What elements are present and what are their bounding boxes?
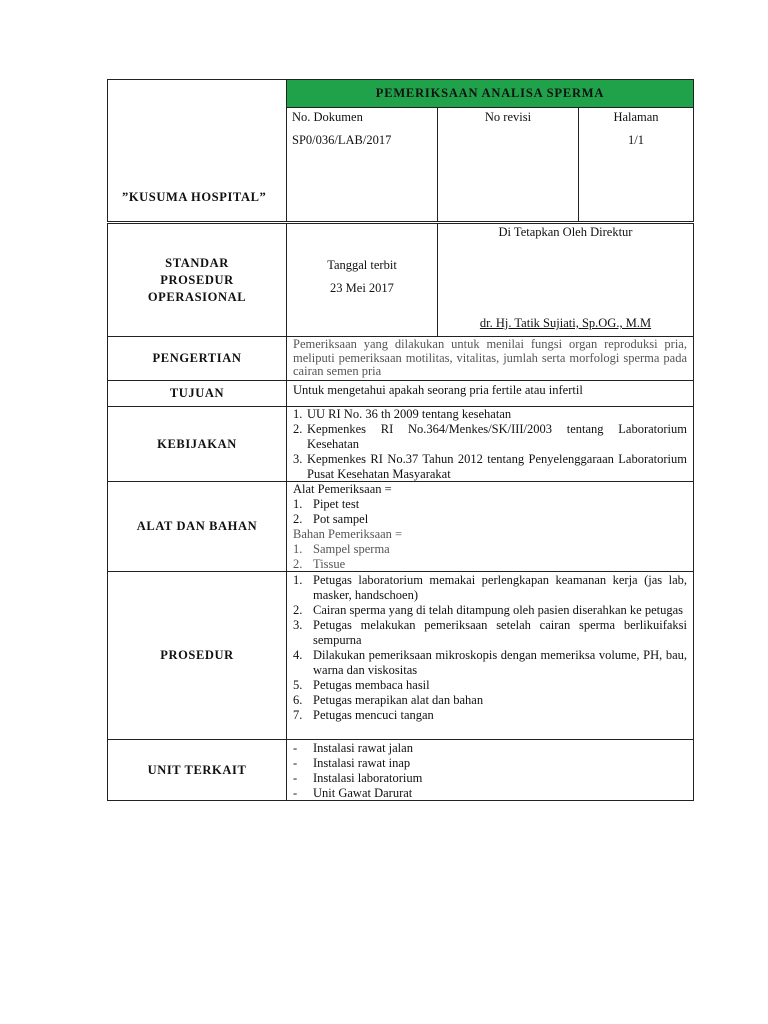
revision-cell <box>437 107 579 222</box>
pengertian-text: Pemeriksaan yang dilakukan untuk menilai fungsi organ reproduksi pria, meliputi pemeriksaan motilitas, vitalitas, jumlah serta morfologi sperma pada cairan semen pria <box>293 337 687 378</box>
list-item: - Instalasi rawat inap <box>293 756 411 770</box>
issue-date-value: 23 Mei 2017 <box>330 281 394 295</box>
pengertian-label: PENGERTIAN <box>107 336 287 381</box>
tujuan-label: TUJUAN <box>107 380 287 407</box>
list-item: 5. Petugas membaca hasil <box>293 678 430 692</box>
list-item: - Instalasi rawat jalan <box>293 741 413 755</box>
director-name: dr. Hj. Tatik Sujiati, Sp.OG., M.M <box>479 316 652 330</box>
list-item: - Instalasi laboratorium <box>293 771 423 785</box>
list-item: 2. Tissue <box>293 557 346 571</box>
prosedur-label: PROSEDUR <box>107 571 287 740</box>
alat-cell <box>286 481 694 572</box>
unit-label: UNIT TERKAIT <box>107 739 287 801</box>
hospital-name: ”KUSUMA HOSPITAL” <box>122 190 267 204</box>
page-cell <box>578 107 694 222</box>
approved-by-text: Di Tetapkan Oleh Direktur <box>498 225 633 239</box>
doc-number-value: SP0/036/LAB/2017 <box>292 133 392 147</box>
issue-date-label: Tanggal terbit <box>327 258 397 272</box>
page-label: Halaman <box>613 110 659 124</box>
sop-label-cell <box>107 223 287 337</box>
list-item: 7. Petugas mencuci tangan <box>293 708 434 722</box>
list-item: 1. Pipet test <box>293 497 360 511</box>
list-item: 6. Petugas merapikan alat dan bahan <box>293 693 484 707</box>
doc-number-cell <box>286 107 438 222</box>
approval-cell <box>437 223 694 337</box>
sop-label-line2: PROSEDUR <box>160 272 234 287</box>
list-item: 3. Petugas melakukan pemeriksaan setelah cairan sperma berlikuifaksi sempurna <box>293 618 687 647</box>
list-item: 1. UU RI No. 36 th 2009 tentang kesehatan <box>293 407 512 421</box>
bahan-header: Bahan Pemeriksaan = <box>293 527 403 541</box>
document-title: PEMERIKSAAN ANALISA SPERMA <box>286 79 694 108</box>
issue-date-cell <box>286 223 438 337</box>
tujuan-text: Untuk mengetahui apakah seorang pria fertile atau infertil <box>293 383 583 397</box>
pengertian-cell <box>286 336 694 381</box>
alat-label: ALAT DAN BAHAN <box>107 481 287 572</box>
tujuan-cell <box>286 380 694 407</box>
list-item: 2. Kepmenkes RI No.364/Menkes/SK/III/2003 tentang Laboratorium Kesehatan <box>293 422 687 451</box>
page-value: 1/1 <box>628 133 644 147</box>
hospital-cell <box>107 79 287 222</box>
list-item: 2. Pot sampel <box>293 512 369 526</box>
revision-label: No revisi <box>484 110 532 124</box>
list-item: 1. Petugas laboratorium memakai perlengkapan keamanan kerja (jas lab, masker, handschoen) <box>293 573 687 602</box>
unit-cell <box>286 739 694 801</box>
alat-header: Alat Pemeriksaan = <box>293 482 392 496</box>
sop-label-line3: OPERASIONAL <box>147 289 247 304</box>
sop-label-line1: STANDAR <box>165 255 229 270</box>
list-item: 3. Kepmenkes RI No.37 Tahun 2012 tentang Penyelenggaraan Laboratorium Pusat Kesehatan Masyarakat <box>293 452 687 481</box>
kebijakan-label: KEBIJAKAN <box>107 406 287 482</box>
kebijakan-cell <box>286 406 694 482</box>
prosedur-cell <box>286 571 694 740</box>
list-item: - Unit Gawat Darurat <box>293 786 413 800</box>
list-item: 4. Dilakukan pemeriksaan mikroskopis dengan memeriksa volume, PH, bau, warna dan viskositas <box>293 648 687 677</box>
doc-number-label: No. Dokumen <box>292 110 363 124</box>
list-item: 2. Cairan sperma yang di telah ditampung oleh pasien diserahkan ke petugas <box>293 603 684 617</box>
list-item: 1. Sampel sperma <box>293 542 390 556</box>
